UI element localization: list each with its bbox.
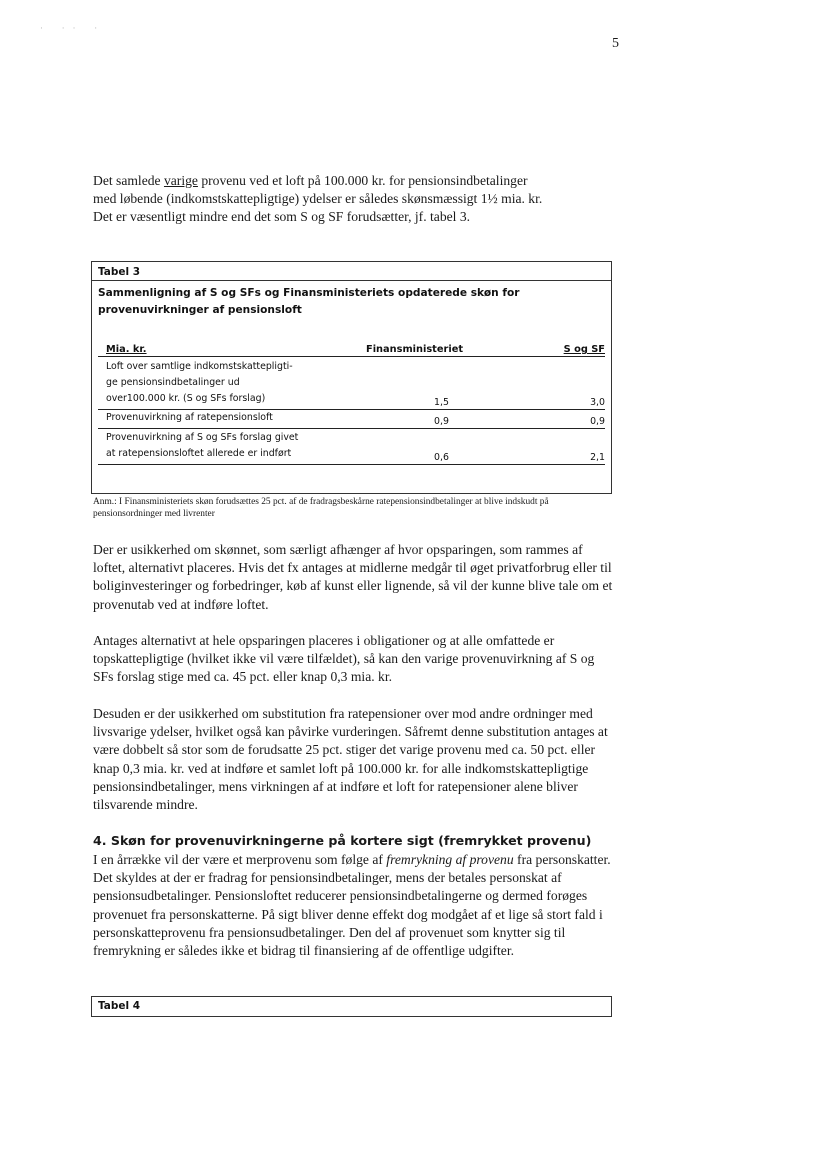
header-finansministeriet: Finansministeriet [366, 344, 464, 355]
table-label: Tabel 3 [92, 262, 611, 281]
table-row: Provenuvirkning af ratepensionsloft 0,9 0,9 [98, 410, 605, 429]
table-note: Anm.: I Finansministeriets skøn forudsættes 25 pct. af de fradragsbeskårne ratepensionsindbetalinger at blive indskudt på pensionsordninger med livrenter [93, 497, 549, 519]
table-3 [91, 261, 612, 494]
table-label: Tabel 4 [98, 1000, 141, 1012]
table-title: Sammenligning af S og SFs og Finansministeriets opdaterede skøn for provenuvirkninger af pensionsloft [98, 287, 520, 316]
cell-ssf: 2,1 [590, 452, 605, 463]
cell-fm: 0,9 [434, 416, 449, 427]
page-number: 5 [612, 36, 619, 51]
intro-paragraph: Det samlede varige provenu ved et loft på 100.000 kr. for pensionsindbetalinger med løbende (indkomstskattepligtige) ydelser er således skønsmæssigt 1½ mia. kr. Det er væsentligt mindre end det som S og SF forudsætter, jf. tabel 3. [93, 173, 543, 225]
alternative-paragraph: Antages alternativt at hele opsparingen placeres i obligationer og at alle omfattede er topskattepligtige (hvilket ikke vil være tilfældet), så kan den varige provenuvirkning af S og SFs forslag stige med ca. 45 pct. eller knap 0,3 mia. kr. [93, 633, 595, 685]
cell-fm: 0,6 [434, 452, 449, 463]
header-s-og-sf: S og SF [563, 344, 605, 355]
section-4-paragraph: I en årrække vil der være et merprovenu som følge af fremrykning af provenu fra personskatter. Det skyldes at der er fradrag for pensionsindbetalinger, mens der betales personskat af pensionsudbetalinger. Pensionsloftet reducerer pensionsindbetalingerne og dermed forøges provenuet fra personskatterne. På sigt bliver denne effekt dog modgået af et lige så stort fald i personskatteprovenu fra pensionsudbetalinger. Den del af provenuet som knytter sig til fremrykning er således ikke et bidrag til finansiering af de offentlige udgifter. [93, 852, 611, 959]
table-header-row [98, 341, 605, 357]
substitution-paragraph: Desuden er der usikkerhed om substitution fra ratepensioner over mod andre ordninger med livsvarige ydelser, hvilket også kan påvirke vurderingen. Såfremt denne substitution antages at være dobbelt så stor som de forudsatte 25 pct. stiger det varige provenu med ca. 50 pct. eller knap 0,3 mia. kr. ved at indføre et samlet loft på 100.000 kr. for alle indkomstskattepligtige pensionsindbetalinger, mens virkningen af at indføre et loft for ratepensioner alene bliver tilsvarende mindre. [93, 706, 608, 813]
emphasis-text: fremrykning af provenu [386, 852, 514, 867]
section-heading: 4. Skøn for provenuvirkningerne på kortere sigt (fremrykket provenu) [93, 833, 592, 848]
table-row: Provenuvirkning af S og SFs forslag givet at ratepensionsloftet allerede er indført 0,6 2,1 [98, 429, 605, 465]
cell-ssf: 0,9 [590, 416, 605, 427]
cell-ssf: 3,0 [590, 397, 605, 408]
scan-marks: · ·· · [40, 24, 106, 34]
table-row: Loft over samtlige indkomstskattepligti- ge pensionsindbetalinger ud over100.000 kr. (S og SFs forslag) 1,5 3,0 [98, 357, 605, 410]
cell-fm: 1,5 [434, 397, 449, 408]
uncertainty-paragraph: Der er usikkerhed om skønnet, som særligt afhænger af hvor opsparingen, som rammes af loftet, alternativt placeres. Hvis det fx antages at midlerne medgår til øget privatforbrug eller til boliginvesteringer og forbedringer, køb af kunst eller lignende, så vil der kunne blive tale om et provenutab ved at indføre loftet. [93, 542, 613, 612]
underlined-word: varige [163, 173, 198, 188]
table-grid [98, 341, 605, 465]
header-unit: Mia. kr. [106, 344, 147, 355]
table-4 [91, 996, 612, 1017]
